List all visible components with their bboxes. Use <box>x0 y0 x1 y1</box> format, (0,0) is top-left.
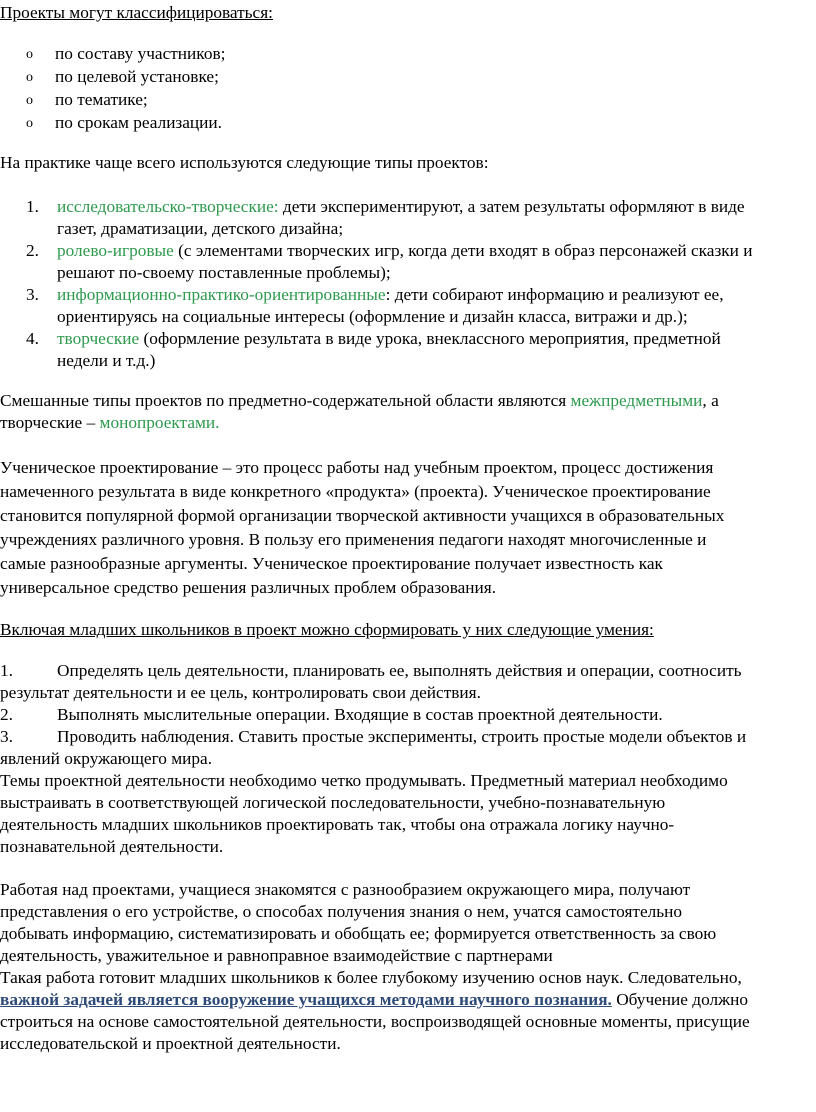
paragraph-line: самые разнообразные аргументы. Ученическое проектирование получает известность как <box>0 554 663 573</box>
paragraph-line: важной задачей является вооружение учащихся методами научного познания. Обучение должно <box>0 990 748 1009</box>
paragraph-line: представления о его устройстве, о способах получения знания о нем, учатся самостоятельно <box>0 902 683 921</box>
bullet-marker: o <box>26 116 33 131</box>
list-number: 4. <box>26 329 39 348</box>
bullet-marker: o <box>26 93 33 108</box>
paragraph-line: становится популярной формой организации творческой активности учащихся в образовательных <box>0 506 725 525</box>
list-number: 1. <box>26 197 39 216</box>
list-number: 3. <box>26 285 39 304</box>
paragraph-line: Смешанные типы проектов по предметно-содержательной области являются межпредметными, а <box>0 391 719 410</box>
list-item-text: по тематике; <box>55 90 148 109</box>
list-item-line: результат деятельности и ее цель, контролировать свои действия. <box>0 683 481 702</box>
list-item-line: явлений окружающего мира. <box>0 749 213 768</box>
paragraph-line: деятельность младших школьников проектировать так, чтобы она отражала логику научно- <box>0 815 675 834</box>
list-item-line: Проводить наблюдения. Ставить простые эксперименты, строить простые модели объектов и <box>57 727 747 746</box>
list-item-line: решают по-своему поставленные проблемы); <box>57 263 391 282</box>
paragraph-line: творческие – монопроектами. <box>0 413 220 432</box>
list-item-line: ориентируясь на социальные интересы (оформление и дизайн класса, витражи и др.); <box>57 307 688 326</box>
paragraph-line: универсальное средство решения различных проблем образования. <box>0 578 497 597</box>
paragraph-line: учреждениях различного уровня. В пользу его применения педагоги находят многочисленные и <box>0 530 707 549</box>
paragraph-line: намеченного результата в виде конкретного «продукта» (проекта). Ученическое проектирование <box>0 482 711 501</box>
list-item-line <box>57 284 724 306</box>
paragraph-line: Ученическое проектирование – это процесс работы над учебным проектом, процесс достижения <box>0 458 714 477</box>
list-item-text: по составу участников; <box>55 44 226 63</box>
list-item-line: Определять цель деятельности, планировать ее, выполнять действия и операции, соотносить <box>57 661 742 680</box>
heading-skills: Включая младших школьников в проект можно сформировать у них следующие умения: <box>0 620 654 639</box>
paragraph-line: познавательной деятельности. <box>0 837 224 856</box>
type-description: (оформление результата в виде урока, внеклассного мероприятия, предметной <box>139 329 721 348</box>
paragraph-line: Работая над проектами, учащиеся знакомятся с разнообразием окружающего мира, получают <box>0 880 691 899</box>
key-task-link[interactable]: важной задачей является вооружение учащихся методами научного познания. <box>0 990 612 1009</box>
type-description: : дети собирают информацию и реализуют ее, <box>385 285 724 304</box>
list-item-text: по целевой установке; <box>55 67 219 86</box>
type-description: дети экспериментируют, а затем результаты оформляют в виде <box>278 197 745 216</box>
heading-classification: Проекты могут классифицироваться: <box>0 3 273 22</box>
list-number: 1. <box>0 661 13 680</box>
term-interdisciplinary: межпредметными <box>570 391 703 410</box>
paragraph-line: добывать информацию, систематизировать и обобщать ее; формируется ответственность за свою <box>0 924 717 943</box>
list-item-line <box>57 328 721 350</box>
list-item-line: недели и т.д.) <box>57 351 156 370</box>
paragraph-line: деятельность, уважительное и равноправное взаимодействие с партнерами <box>0 946 553 965</box>
paragraph-line: Такая работа готовит младших школьников к более глубокому изучению основ наук. Следовательно, <box>0 968 742 987</box>
paragraph-line: исследовательской и проектной деятельности. <box>0 1034 341 1053</box>
bullet-marker: o <box>26 70 33 85</box>
list-item-line: Выполнять мыслительные операции. Входящие в состав проектной деятельности. <box>57 705 663 724</box>
term-monoproject: монопроектами. <box>99 413 220 432</box>
paragraph-line: выстраивать в соответствующей логической последовательности, учебно-познавательную <box>0 793 666 812</box>
paragraph-line: строиться на основе самостоятельной деятельности, воспроизводящей основные моменты, присущие <box>0 1012 750 1031</box>
list-item-line <box>57 196 745 218</box>
type-description: (с элементами творческих игр, когда дети входят в образ персонажей сказки и <box>173 241 753 260</box>
type-term: творческие <box>57 329 140 348</box>
list-number: 3. <box>0 727 13 746</box>
bullet-marker: o <box>26 47 33 62</box>
list-number: 2. <box>26 241 39 260</box>
list-item-text: по срокам реализации. <box>55 113 222 132</box>
type-term: информационно-практико-ориентированные <box>57 285 386 304</box>
list-item-line <box>57 240 753 262</box>
type-term: исследовательско-творческие: <box>57 197 279 216</box>
list-number: 2. <box>0 705 13 724</box>
paragraph-line: Темы проектной деятельности необходимо четко продумывать. Предметный материал необходимо <box>0 771 728 790</box>
type-term: ролево-игровые <box>57 241 174 260</box>
list-item-line: газет, драматизации, детского дизайна; <box>57 219 344 238</box>
types-intro: На практике чаще всего используются следующие типы проектов: <box>0 153 489 172</box>
